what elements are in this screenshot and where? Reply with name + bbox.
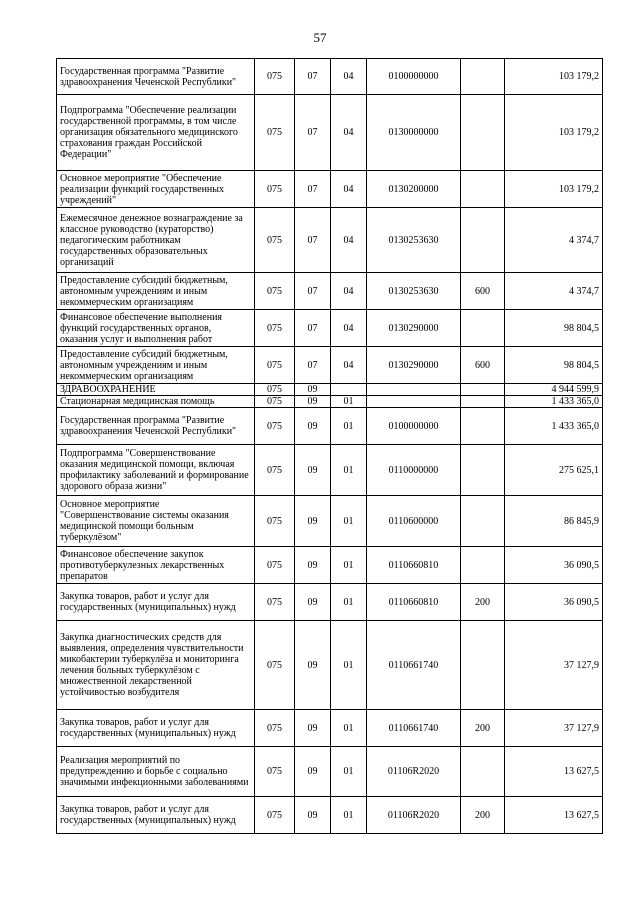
section-code-cell: 09 <box>295 797 331 834</box>
subsection-code-cell: 01 <box>331 621 367 710</box>
expense-name-cell: Закупка товаров, работ и услуг для государственных (муниципальных) нужд <box>57 584 255 621</box>
ministry-code-cell: 075 <box>255 547 295 584</box>
expense-name-cell: Ежемесячное денежное вознаграждение за классное руководство (кураторство) педагогическим работникам государственных образовательных организаций <box>57 208 255 273</box>
amount-cell: 275 625,1 <box>505 445 603 496</box>
target-article-cell: 0110660810 <box>367 547 461 584</box>
expense-name-cell: Предоставление субсидий бюджетным, автономным учреждениям и иным некоммерческим организациям <box>57 273 255 310</box>
target-article-cell: 0110660810 <box>367 584 461 621</box>
ministry-code-cell: 075 <box>255 171 295 208</box>
expense-type-cell <box>461 310 505 347</box>
budget-table <box>56 58 603 834</box>
subsection-code-cell: 01 <box>331 797 367 834</box>
table-row <box>57 496 603 547</box>
ministry-code-cell: 075 <box>255 621 295 710</box>
amount-cell: 1 433 365,0 <box>505 408 603 445</box>
expense-name-cell: Реализация мероприятий по предупреждению и борьбе с социально значимыми инфекционными заболеваниями <box>57 747 255 797</box>
expense-type-cell: 600 <box>461 273 505 310</box>
target-article-cell <box>367 396 461 408</box>
expense-type-cell: 200 <box>461 797 505 834</box>
ministry-code-cell: 075 <box>255 408 295 445</box>
target-article-cell: 0110661740 <box>367 710 461 747</box>
table-row <box>57 797 603 834</box>
table-row <box>57 208 603 273</box>
section-code-cell: 09 <box>295 584 331 621</box>
expense-type-cell <box>461 547 505 584</box>
subsection-code-cell <box>331 384 367 396</box>
amount-cell: 1 433 365,0 <box>505 396 603 408</box>
expense-type-cell <box>461 95 505 171</box>
section-code-cell: 09 <box>295 445 331 496</box>
ministry-code-cell: 075 <box>255 347 295 384</box>
table-row <box>57 747 603 797</box>
target-article-cell: 0130253630 <box>367 208 461 273</box>
amount-cell: 4 374,7 <box>505 208 603 273</box>
ministry-code-cell: 075 <box>255 710 295 747</box>
table-row <box>57 445 603 496</box>
subsection-code-cell: 04 <box>331 95 367 171</box>
table-row <box>57 621 603 710</box>
subsection-code-cell: 04 <box>331 347 367 384</box>
expense-type-cell: 200 <box>461 584 505 621</box>
ministry-code-cell: 075 <box>255 95 295 171</box>
subsection-code-cell: 01 <box>331 396 367 408</box>
subsection-code-cell: 04 <box>331 310 367 347</box>
subsection-code-cell: 01 <box>331 584 367 621</box>
section-code-cell: 09 <box>295 747 331 797</box>
target-article-cell: 01106R2020 <box>367 747 461 797</box>
target-article-cell: 0130000000 <box>367 95 461 171</box>
expense-type-cell <box>461 396 505 408</box>
section-code-cell: 09 <box>295 496 331 547</box>
amount-cell: 86 845,9 <box>505 496 603 547</box>
expense-name-cell: Закупка товаров, работ и услуг для государственных (муниципальных) нужд <box>57 710 255 747</box>
section-code-cell: 09 <box>295 621 331 710</box>
amount-cell: 36 090,5 <box>505 547 603 584</box>
expense-name-cell: Закупка товаров, работ и услуг для государственных (муниципальных) нужд <box>57 797 255 834</box>
amount-cell: 37 127,9 <box>505 621 603 710</box>
section-code-cell: 07 <box>295 347 331 384</box>
section-code-cell: 07 <box>295 59 331 95</box>
table-body <box>57 59 603 834</box>
target-article-cell: 01106R2020 <box>367 797 461 834</box>
section-code-cell: 07 <box>295 95 331 171</box>
expense-type-cell <box>461 408 505 445</box>
amount-cell: 4 944 599,9 <box>505 384 603 396</box>
table-row <box>57 396 603 408</box>
subsection-code-cell: 01 <box>331 747 367 797</box>
expense-type-cell <box>461 59 505 95</box>
table-row <box>57 95 603 171</box>
target-article-cell: 0110000000 <box>367 445 461 496</box>
target-article-cell: 0130290000 <box>367 347 461 384</box>
subsection-code-cell: 01 <box>331 496 367 547</box>
table-row <box>57 584 603 621</box>
amount-cell: 4 374,7 <box>505 273 603 310</box>
table-row <box>57 59 603 95</box>
expense-name-cell: Основное мероприятие "Совершенствование системы оказания медицинской помощи больным туберкулёзом" <box>57 496 255 547</box>
table-row <box>57 384 603 396</box>
subsection-code-cell: 04 <box>331 171 367 208</box>
ministry-code-cell: 075 <box>255 384 295 396</box>
amount-cell: 103 179,2 <box>505 59 603 95</box>
expense-type-cell <box>461 171 505 208</box>
section-code-cell: 09 <box>295 396 331 408</box>
section-code-cell: 07 <box>295 310 331 347</box>
expense-type-cell <box>461 445 505 496</box>
ministry-code-cell: 075 <box>255 797 295 834</box>
ministry-code-cell: 075 <box>255 445 295 496</box>
expense-name-cell: Финансовое обеспечение закупок противотуберкулезных лекарственных препаратов <box>57 547 255 584</box>
ministry-code-cell: 075 <box>255 396 295 408</box>
section-code-cell: 07 <box>295 273 331 310</box>
amount-cell: 37 127,9 <box>505 710 603 747</box>
subsection-code-cell: 01 <box>331 445 367 496</box>
subsection-code-cell: 04 <box>331 59 367 95</box>
section-code-cell: 09 <box>295 710 331 747</box>
subsection-code-cell: 01 <box>331 547 367 584</box>
expense-name-cell: Основное мероприятие "Обеспечение реализации функций государственных учреждений" <box>57 171 255 208</box>
expense-name-cell: Государственная программа "Развитие здравоохранения Чеченской Республики" <box>57 59 255 95</box>
amount-cell: 103 179,2 <box>505 95 603 171</box>
amount-cell: 13 627,5 <box>505 797 603 834</box>
table-row <box>57 710 603 747</box>
ministry-code-cell: 075 <box>255 496 295 547</box>
ministry-code-cell: 075 <box>255 747 295 797</box>
expense-name-cell: Стационарная медицинская помощь <box>57 396 255 408</box>
target-article-cell: 0100000000 <box>367 408 461 445</box>
expense-type-cell: 200 <box>461 710 505 747</box>
page-number: 57 <box>313 30 327 45</box>
ministry-code-cell: 075 <box>255 584 295 621</box>
ministry-code-cell: 075 <box>255 273 295 310</box>
expense-name-cell: Предоставление субсидий бюджетным, автономным учреждениям и иным некоммерческим организациям <box>57 347 255 384</box>
ministry-code-cell: 075 <box>255 208 295 273</box>
amount-cell: 98 804,5 <box>505 310 603 347</box>
target-article-cell: 0130253630 <box>367 273 461 310</box>
target-article-cell: 0110600000 <box>367 496 461 547</box>
expense-type-cell <box>461 384 505 396</box>
target-article-cell: 0110661740 <box>367 621 461 710</box>
expense-type-cell <box>461 621 505 710</box>
ministry-code-cell: 075 <box>255 59 295 95</box>
expense-name-cell: Подпрограмма "Совершенствование оказания медицинской помощи, включая профилактику заболеваний и формирование здорового образа жизни" <box>57 445 255 496</box>
subsection-code-cell: 04 <box>331 273 367 310</box>
amount-cell: 13 627,5 <box>505 747 603 797</box>
expense-type-cell <box>461 208 505 273</box>
expense-name-cell: Финансовое обеспечение выполнения функций государственных органов, оказания услуг и выполнения работ <box>57 310 255 347</box>
section-code-cell: 09 <box>295 408 331 445</box>
amount-cell: 103 179,2 <box>505 171 603 208</box>
target-article-cell: 0130290000 <box>367 310 461 347</box>
expense-type-cell <box>461 747 505 797</box>
section-code-cell: 09 <box>295 384 331 396</box>
subsection-code-cell: 01 <box>331 408 367 445</box>
amount-cell: 98 804,5 <box>505 347 603 384</box>
expense-type-cell <box>461 496 505 547</box>
expense-name-cell: Закупка диагностических средств для выявления, определения чувствительности микобактерии туберкулёза и мониторинга лечения больных туберкулёзом с множественной лекарственной устойчивостью возбудителя <box>57 621 255 710</box>
ministry-code-cell: 075 <box>255 310 295 347</box>
section-code-cell: 07 <box>295 171 331 208</box>
expense-type-cell: 600 <box>461 347 505 384</box>
table-row <box>57 171 603 208</box>
expense-name-cell: Государственная программа "Развитие здравоохранения Чеченской Республики" <box>57 408 255 445</box>
section-code-cell: 07 <box>295 208 331 273</box>
target-article-cell: 0100000000 <box>367 59 461 95</box>
amount-cell: 36 090,5 <box>505 584 603 621</box>
table-row <box>57 547 603 584</box>
table-row <box>57 347 603 384</box>
subsection-code-cell: 01 <box>331 710 367 747</box>
subsection-code-cell: 04 <box>331 208 367 273</box>
table-row <box>57 310 603 347</box>
section-code-cell: 09 <box>295 547 331 584</box>
expense-name-cell: Подпрограмма "Обеспечение реализации государственной программы, в том числе организация обязательного медицинского страхования граждан Российской Федерации" <box>57 95 255 171</box>
table-row <box>57 273 603 310</box>
expense-name-cell: ЗДРАВООХРАНЕНИЕ <box>57 384 255 396</box>
target-article-cell: 0130200000 <box>367 171 461 208</box>
table-row <box>57 408 603 445</box>
target-article-cell <box>367 384 461 396</box>
